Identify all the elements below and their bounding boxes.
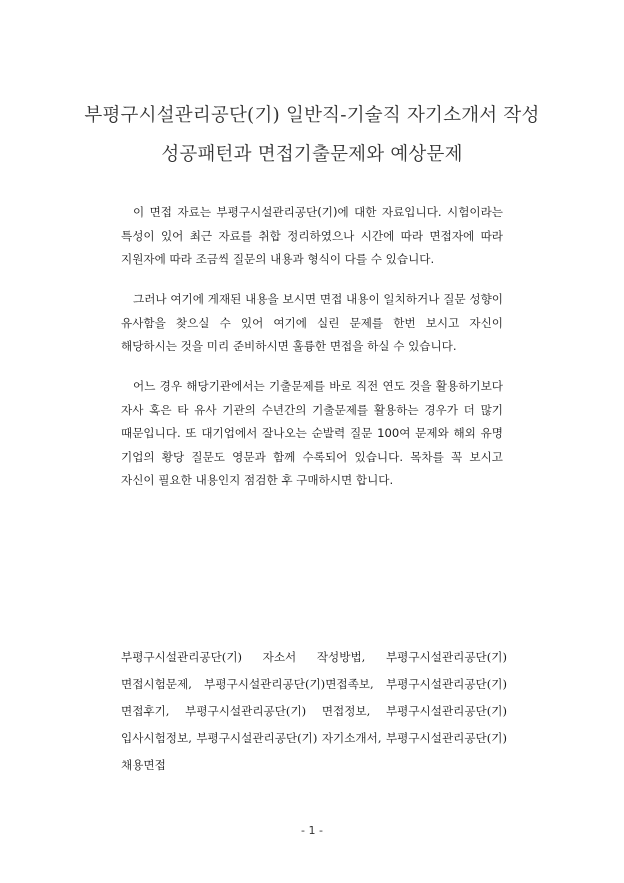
usage-paragraph: 그러나 여기에 게재된 내용을 보시면 면접 내용이 일치하거나 질문 성향이 유사함을 찾으실 수 있어 여기에 실린 문제를 한번 보시고 자신이 해당하시는 것을 미리 준비하시면 훌륭한 면접을 하실 수 있습니다. bbox=[121, 292, 503, 353]
intro-paragraph: 이 면접 자료는 부평구시설관리공단(기)에 대한 자료입니다. 시험이라는 특성이 있어 최근 자료를 취합 정리하였으나 시간에 따라 면접자에 따라 지원자에 따라 조금씩 질문의 내용과 형식이 다를 수 있습니다. bbox=[121, 205, 503, 266]
document-subtitle: 성공패턴과 면접기출문제와 예상문제 bbox=[161, 144, 463, 165]
page-number: - 1 - bbox=[301, 824, 323, 837]
keyword-list: 부평구시설관리공단(기) 자소서 작성방법, 부평구시설관리공단(기) 면접시험문제, 부평구시설관리공단(기)면접족보, 부평구시설관리공단(기) 면접후기, 부평구시설관리공단(기) 면접정보, 부평구시설관리공단(기)입사시험정보, 부평구시설관리공단(기) 자기소개서, 부평구시설관리공단(기) 채용면접 bbox=[121, 650, 507, 772]
content-paragraph: 어느 경우 해당기관에서는 기출문제를 바로 직전 연도 것을 활용하기보다 자사 혹은 타 유사 기관의 수년간의 기출문제를 활용하는 경우가 더 많기 때문입니다. 또 대기업에서 잘나오는 순발력 질문 100여 문제와 해외 유명 기업의 황당 질문도 영문과 함께 수록되어 있습니다. 목차를 꼭 보시고 자신이 필요한 내용인지 점검한 후 구매하시면 합니다. bbox=[121, 379, 503, 487]
document-title: 부평구시설관리공단(기) 일반직-기술직 자기소개서 작성 bbox=[84, 105, 540, 126]
